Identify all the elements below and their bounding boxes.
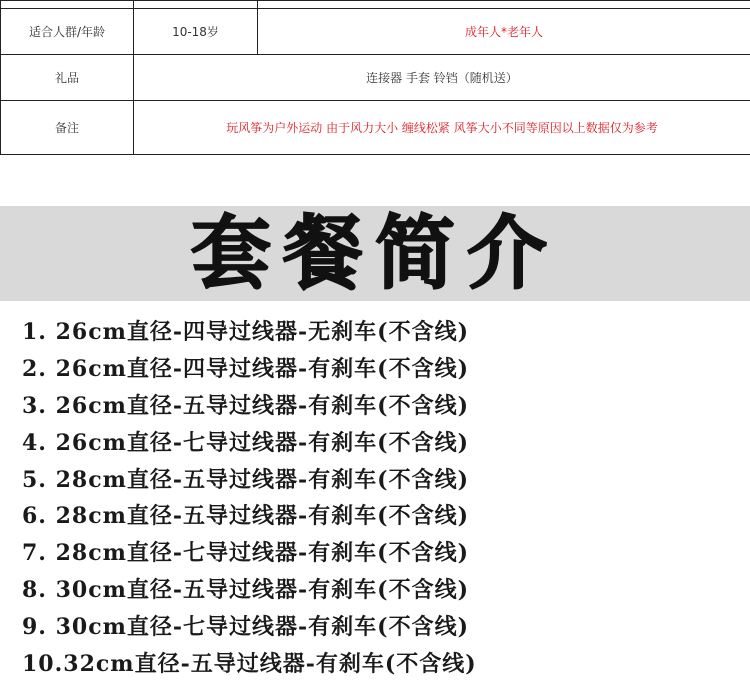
spec-row-top (1, 1, 750, 9)
package-item: 4. 26cm直径-七导过线器-有刹车(不含线) (22, 425, 477, 462)
spec-label-note: 备注 (1, 101, 134, 155)
spec-value-note: 玩风筝为户外运动 由于风力大小 缠线松紧 风筝大小不同等原因以上数据仅为参考 (134, 101, 750, 155)
package-item: 3. 26cm直径-五导过线器-有刹车(不含线) (22, 388, 477, 425)
section-banner (0, 206, 750, 301)
spec-label-top (1, 1, 134, 9)
spec-label-age: 适合人群/年龄 (1, 9, 134, 55)
package-item: 2. 26cm直径-四导过线器-有刹车(不含线) (22, 351, 477, 388)
package-item: 7. 28cm直径-七导过线器-有刹车(不含线) (22, 535, 477, 572)
spec-value-age-range: 10-18岁 (134, 9, 258, 55)
spec-value-top-a (134, 1, 258, 9)
package-item: 9. 30cm直径-七导过线器-有刹车(不含线) (22, 609, 477, 646)
spec-row-gift (1, 55, 750, 101)
spec-row-age (1, 9, 750, 55)
spec-value-gift: 连接器 手套 铃铛（随机送） (134, 55, 750, 101)
package-item: 8. 30cm直径-五导过线器-有刹车(不含线) (22, 572, 477, 609)
package-item: 10.32cm直径-五导过线器-有刹车(不含线) (22, 646, 477, 683)
spec-value-top-b (258, 1, 750, 9)
section-title: 套餐简介 (191, 214, 559, 294)
package-list (22, 314, 477, 683)
spec-table (0, 0, 750, 155)
package-item: 6. 28cm直径-五导过线器-有刹车(不含线) (22, 498, 477, 535)
package-item: 5. 28cm直径-五导过线器-有刹车(不含线) (22, 462, 477, 499)
spec-label-gift: 礼品 (1, 55, 134, 101)
package-item: 1. 26cm直径-四导过线器-无刹车(不含线) (22, 314, 477, 351)
spec-value-age-group: 成年人*老年人 (258, 9, 750, 55)
spec-row-note (1, 101, 750, 155)
